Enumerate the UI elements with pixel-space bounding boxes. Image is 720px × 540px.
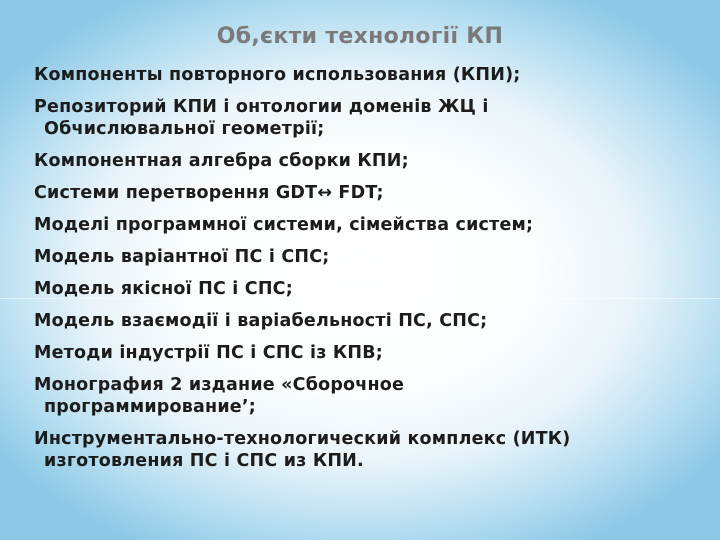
list-item [34,342,704,364]
list-item [34,96,704,140]
list-item [34,182,704,204]
slide-title: Об,єкти технології КП [216,24,504,49]
list-item [34,428,704,472]
list-item [34,64,704,86]
list-item-continuation: Обчислювальної геометрії; [44,119,325,139]
list-item [34,278,704,300]
list-item [34,214,704,236]
list-item-text: Компоненты повторного использования (КПИ); [34,65,521,85]
list-item-continuation: изготовления ПС і СПС из КПИ. [44,451,364,471]
list-item-text: Инструментально-технологический комплекс (ИТК) [34,429,571,449]
list-item-text: Модель варіантної ПС і СПС; [34,247,330,267]
list-item-text: Монография 2 издание «Сборочное [34,375,405,395]
list-item [34,150,704,172]
list-item-text: Компонентная алгебра сборки КПИ; [34,151,409,171]
list-item [34,374,704,418]
list-item [34,310,704,332]
list-item-text: Моделі программної системи, сімейства систем; [34,215,534,235]
bullet-list [34,64,704,482]
list-item-text: Модель якісної ПС і СПС; [34,279,293,299]
list-item-text: Репозиторий КПИ і онтологии доменів ЖЦ і [34,97,489,117]
list-item-text: Системи перетворення GDT↔ FDT; [34,183,384,203]
list-item-text: Модель взаємодії і варіабельності ПС, СПС; [34,311,488,331]
list-item-text: Методи індустрії ПС і СПС із КПВ; [34,343,383,363]
list-item [34,246,704,268]
list-item-continuation: программирование’; [44,397,256,417]
